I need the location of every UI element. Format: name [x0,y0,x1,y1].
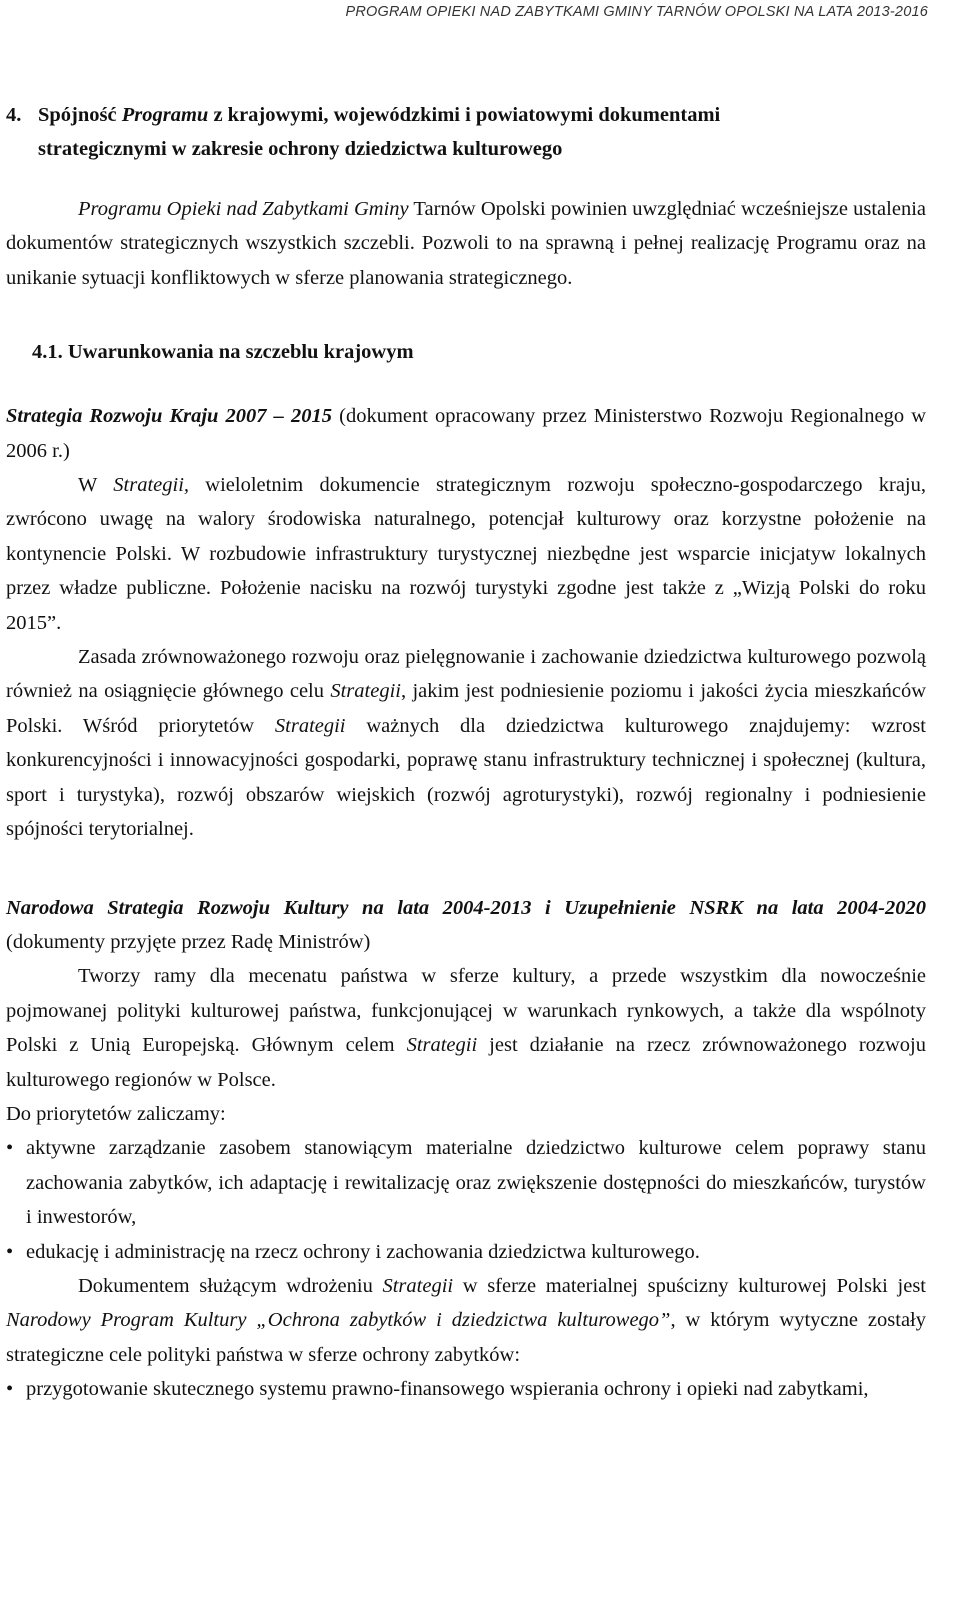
subsection-heading: 4.1. Uwarunkowania na szczeblu krajowym [32,341,414,364]
doc1-paragraph-2 [6,640,926,846]
italic-run: Strategii [274,714,346,737]
bullet-icon: • [6,1378,14,1401]
running-header: PROGRAM OPIEKI NAD ZABYTKAMI GMINY TARNÓW OPOLSKI NA LATA 2013-2016 [345,4,928,20]
italic-run: Strategii [406,1034,478,1057]
doc1-paragraph-1 [6,468,926,640]
section-number: 4. [6,104,22,126]
text-run: , jakim jest podniesienie poziomu i jakości życia mieszkańców Polski. Wśród priorytetów [6,680,927,737]
bullet-icon: • [6,1240,14,1263]
section-heading [6,98,926,166]
bullet-icon: • [6,1137,14,1160]
text-run: W [78,474,114,497]
list-item [6,1372,926,1406]
doc2-note: (dokumenty przyjęte przez Radę Ministrów) [6,930,371,953]
doc2-paragraph-2 [6,1269,926,1372]
text-run: Tworzy ramy dla mecenatu państwa w sferze kultury, a przede wszystkim dla nowocześnie pojmowanej polityki kulturowej państwa, funkcjonującej w warunkach rynkowych, a także dla wspólnoty Polski z Unią Europejską. Głównym celem [6,965,926,1057]
list-item-text: edukację i administrację na rzecz ochrony i zachowania dziedzictwa kulturowego. [26,1240,700,1263]
list-item [6,1131,926,1234]
doc2-paragraph-1 [6,959,926,1097]
section-title-part: Spójność [38,104,122,126]
italic-run: Strategii, [113,474,190,497]
section-title-italic: Programu [121,104,209,126]
intro-paragraph [6,192,926,295]
doc2-heading [6,891,926,960]
italic-run: Strategii [382,1274,454,1297]
section-title-line2: strategicznymi w zakresie ochrony dziedzictwa kulturowego [38,138,563,160]
intro-italic: Programu Opieki nad Zabytkami Gminy [78,198,409,220]
text-run: w sferze materialnej spuścizny kulturowej Polski jest [453,1274,926,1297]
italic-run: Strategii [330,680,401,703]
list-item-text: aktywne zarządzanie zasobem stanowiącym materialne dziedzictwo kulturowe celem poprawy stanu zachowania zabytków, ich adaptację i rewitalizację oraz zwiększenie dostępności do mieszkańców, turystów i inwestorów, [26,1137,926,1229]
text-run: wieloletnim dokumencie strategicznym rozwoju społeczno-gospodarczego kraju, zwrócono uwagę na walory środowiska naturalnego, potencjał kulturowy oraz korzystne położenie na kontynencie Polski. W rozbudowie infrastruktury turystycznej niezbędne jest wsparcie inicjatyw lokalnych przez władze publiczne. Położenie nacisku na rozwój turystyki zgodne jest także z „Wizją Polski do roku 2015”. [6,474,927,634]
text-run: jest działanie na rzecz zrównoważonego rozwoju kulturowego regionów w Polsce. [6,1034,926,1091]
text-run: Zasada zrównoważonego rozwoju oraz pielęgnowanie i zachowanie dziedzictwa kulturowego pozwolą również na osiągnięcie głównego celu [6,646,926,703]
doc1-title: Strategia Rozwoju Kraju 2007 – 2015 [6,405,333,428]
intro-text: Tarnów Opolski powinien uwzględniać wcześniejsze ustalenia dokumentów strategicznych wszystkich szczebli. Pozwoli to na sprawną i pełnej realizację Programu oraz na unikanie sytuacji konfliktowych w sferze planowania strategicznego. [6,198,926,289]
section-title-part: z krajowymi, wojewódzkimi i powiatowymi dokumentami [208,104,721,126]
document-body [6,98,926,1407]
text-run: ważnych dla dziedzictwa kulturowego znajdujemy: wzrost konkurencyjności i innowacyjności gospodarki, poprawę stanu infrastruktury technicznej i społecznej (kultura, sport i turystyka), rozwój obszarów wiejskich (rozwój agroturystyki), rozwój regionalny i podniesienie spójności terytorialnej. [6,714,926,841]
text-run: , w którym wytyczne zostały strategiczne cele polityki państwa w sferze ochrony zabytków: [6,1309,926,1366]
doc1-note: (dokument opracowany przez Ministerstwo Rozwoju Regionalnego w 2006 r.) [6,405,926,462]
priorities-intro: Do priorytetów zaliczamy: [6,1102,226,1125]
text-run: Dokumentem służącym wdrożeniu [78,1274,383,1297]
doc1-heading [6,399,926,468]
list-item-text: przygotowanie skutecznego systemu prawno-finansowego wspierania ochrony i opieki nad zabytkami, [26,1378,869,1401]
doc2-title: Narodowa Strategia Rozwoju Kultury na lata 2004-2013 i Uzupełnienie NSRK na lata 2004-2020 [6,896,926,919]
italic-run: Narodowy Program Kultury „Ochrona zabytków i dziedzictwa kulturowego” [6,1309,671,1332]
list-item [6,1235,926,1269]
